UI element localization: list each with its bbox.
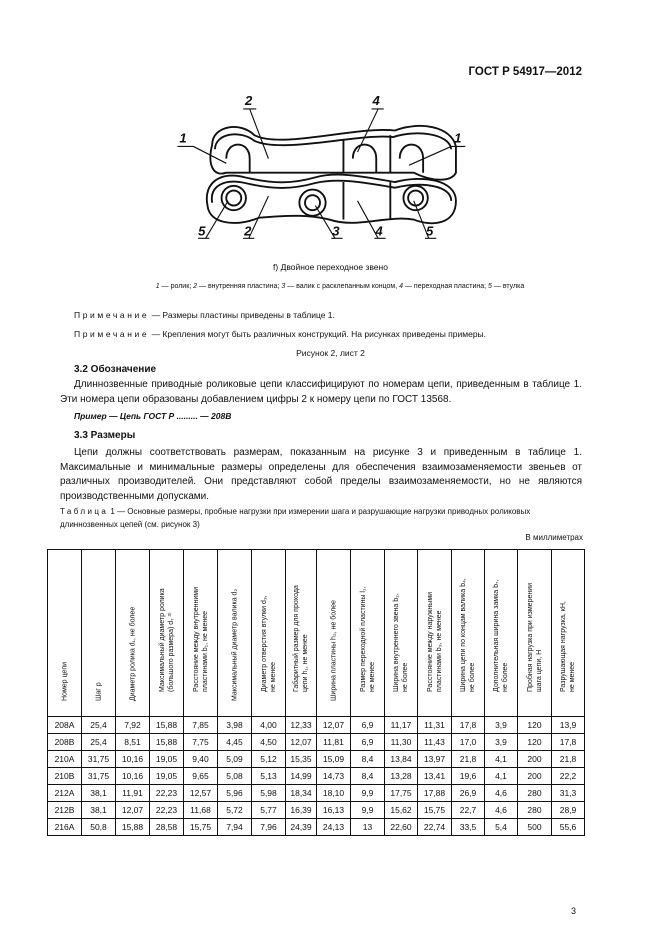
table-cell: 18,34 [286,785,317,802]
figure-caption: Рисунок 2, лист 2 [296,348,365,358]
table-cell: 8,4 [351,768,385,785]
table-cell: 21,8 [552,751,585,768]
table-cell: 13,41 [418,768,452,785]
table-cell: 15,09 [317,751,351,768]
table-cell: 120 [518,717,552,734]
table-cell: 11,91 [116,785,150,802]
table-cell: 7,75 [184,734,218,751]
table-cell: 22,60 [385,819,418,836]
callout-3: 3 [332,223,340,239]
table-cell: 500 [518,819,552,836]
table-cell: 50,8 [82,819,116,836]
table-row [48,751,585,768]
designation-example: Пример — Цепь ГОСТ Р ......... — 208B [74,411,232,421]
table-cell: 17,75 [385,785,418,802]
callout-5-left: 5 [198,223,206,239]
table-cell: 14,99 [286,768,317,785]
figure-legend: 1 — ролик; 2 — внутренняя пластина; 3 — валик с расклепанным концом, 4 — переходная пластина; 5 — втулка [155,283,525,290]
callout-5-right: 5 [425,223,434,239]
table-cell: 4,6 [485,802,518,819]
table-cell: 4,00 [252,717,286,734]
table-cell: 4,50 [252,734,286,751]
table-row [48,785,585,802]
table-cell: 3,9 [485,734,518,751]
table-row [48,802,585,819]
table-cell: 9,40 [184,751,218,768]
table-cell: 16,39 [286,802,317,819]
table-cell: 22,2 [552,768,585,785]
column-header: Ширина цепи по концам валика b₄, не более [452,550,485,717]
table-cell: 5,96 [218,785,252,802]
table-cell: 3,98 [218,717,252,734]
chain-number-cell: 210A [48,751,82,768]
table-cell: 12,07 [116,802,150,819]
callout-4-bottom: 4 [375,223,383,239]
column-header: Расстояние между наружными пластинами b₃, не менее [418,550,452,717]
table-cell: 33,5 [452,819,485,836]
column-header: Диаметр отверстия втулки d₃, не менее [252,550,286,717]
table-cell: 11,43 [418,734,452,751]
table-cell: 28,58 [150,819,184,836]
table-cell: 24,13 [317,819,351,836]
column-header: Шаг p [82,550,116,717]
table-cell: 11,81 [317,734,351,751]
table-header-row [48,550,585,717]
table-cell: 15,35 [286,751,317,768]
table-cell: 17,88 [418,785,452,802]
column-header: Максимальный диаметр валика d₂ [218,550,252,717]
table-cell: 31,75 [82,768,116,785]
callout-2-bottom: 2 [244,223,252,239]
table-units: В миллиметрах [525,533,583,542]
table-cell: 5,98 [252,785,286,802]
table-cell: 4,1 [485,751,518,768]
table-row [48,819,585,836]
chain-number-cell: 208A [48,717,82,734]
table-cell: 7,96 [252,819,286,836]
table-cell: 12,33 [286,717,317,734]
callout-1-left: 1 [179,130,187,146]
column-header: Габаритный размер для прохода цепи h₁, не менее [286,550,317,717]
table-cell: 13 [351,819,385,836]
table-cell: 5,08 [218,768,252,785]
section-3-3-title: 3.3 Размеры [74,430,136,441]
callout-4-top: 4 [372,93,380,109]
note-2: Примечание — Крепления могут быть различных конструкций. На рисунках приведены примеры. [74,329,487,339]
table-cell: 17,0 [452,734,485,751]
chain-number-cell: 210B [48,768,82,785]
table-cell: 18,10 [317,785,351,802]
table-cell: 5,77 [252,802,286,819]
table-cell: 5,72 [218,802,252,819]
table-cell: 31,3 [552,785,585,802]
table-cell: 9,9 [351,785,385,802]
table-cell: 7,85 [184,717,218,734]
table-cell: 8,4 [351,751,385,768]
table-cell: 6,9 [351,717,385,734]
table-cell: 7,92 [116,717,150,734]
chain-number-cell: 212B [48,802,82,819]
table-cell: 15,75 [418,802,452,819]
table-cell: 11,17 [385,717,418,734]
table-row [48,717,585,734]
table-cell: 12,57 [184,785,218,802]
table-cell: 15,88 [150,734,184,751]
table-cell: 10,16 [116,768,150,785]
table-cell: 38,1 [82,785,116,802]
note-1: Примечание — Размеры пластины приведены в таблице 1. [74,310,335,320]
table-cell: 5,12 [252,751,286,768]
column-header: Максимальный диаметр ролика (большого размера) d₇ ³⁾ [150,550,184,717]
table-cell: 200 [518,751,552,768]
table-cell: 19,05 [150,751,184,768]
table-cell: 21,8 [452,751,485,768]
table-cell: 11,31 [418,717,452,734]
table-cell: 120 [518,734,552,751]
table-cell: 15,75 [184,819,218,836]
table-cell: 9,9 [351,802,385,819]
table-cell: 13,28 [385,768,418,785]
table-cell: 200 [518,768,552,785]
table-cell: 22,23 [150,785,184,802]
section-3-3-paragraph: Цепи должны соответствовать размерам, показанным на рисунке 3 и приведенным в таблице 1. Максимальные и минимальные размеры определены для обеспечения взаимозаменяемости звеньев от различных производителей. Они представляют собой пределы взаимозаменяемости, но не являются производственными допусками. [60,447,582,502]
table-cell: 19,05 [150,768,184,785]
table-cell: 15,62 [385,802,418,819]
table-row [48,734,585,751]
table-cell: 19,6 [452,768,485,785]
table-cell: 12,07 [286,734,317,751]
column-header: Разрушающая нагрузка, кН, не менее [552,550,585,717]
double-transition-link-drawing [170,88,470,248]
page-number: 3 [570,906,576,916]
table-cell: 13,9 [552,717,585,734]
column-header: Ширина внутреннего звена b₂, не более [385,550,418,717]
table-cell: 5,13 [252,768,286,785]
table-cell: 11,30 [385,734,418,751]
table-cell: 13,84 [385,751,418,768]
table-cell: 8,51 [116,734,150,751]
table-cell: 13,97 [418,751,452,768]
standard-number: ГОСТ Р 54917—2012 [468,66,582,78]
table-cell: 55,6 [552,819,585,836]
column-header: Пробная нагрузка при измерении шага цепи, Н [518,550,552,717]
table-cell: 6,9 [351,734,385,751]
table-cell: 280 [518,785,552,802]
table-cell: 7,94 [218,819,252,836]
chain-number-cell: 212A [48,785,82,802]
column-header: Размер переходной пластины l₁, не менее [351,550,385,717]
table-cell: 5,4 [485,819,518,836]
table-cell: 26,9 [452,785,485,802]
column-header: Номер цепи [48,550,82,717]
table-caption: Таблица 1 — Основные размеры, пробные нагрузки при измерении шага и разрушающие нагрузки приводных роликовых длиннозвенных цепей (см. рисунок 3) [60,507,531,529]
table-cell: 22,23 [150,802,184,819]
table-cell: 38,1 [82,802,116,819]
column-header: Ширина пластины h₂, не более [317,550,351,717]
table-row [48,768,585,785]
column-header: Дополнительная ширина замка b₇, не более [485,550,518,717]
table-cell: 9,65 [184,768,218,785]
table-cell: 17,8 [452,717,485,734]
table-cell: 280 [518,802,552,819]
table-cell: 17,8 [552,734,585,751]
callout-1-right: 1 [454,130,462,146]
table-cell: 15,88 [150,717,184,734]
table-cell: 10,16 [116,751,150,768]
table-cell: 25,4 [82,734,116,751]
column-header: Расстояние между внутренними пластинами b₁, не менее [184,550,218,717]
table-cell: 25,4 [82,717,116,734]
table-cell: 11,68 [184,802,218,819]
table-cell: 12,07 [317,717,351,734]
table-cell: 4,45 [218,734,252,751]
chain-number-cell: 216A [48,819,82,836]
section-3-2-title: 3.2 Обозначение [74,364,157,375]
table-cell: 5,09 [218,751,252,768]
table-cell: 22,7 [452,802,485,819]
table-cell: 22,74 [418,819,452,836]
table-cell: 3,9 [485,717,518,734]
figure-subcaption: f) Двойное переходное звено [273,262,388,272]
table-cell: 31,75 [82,751,116,768]
column-header: Диаметр ролика d₁, не более [116,550,150,717]
table-cell: 24,39 [286,819,317,836]
chain-dimensions-table [47,549,585,836]
table-cell: 28,9 [552,802,585,819]
callout-2-top: 2 [245,93,253,109]
table-cell: 4,1 [485,768,518,785]
table-cell: 15,88 [116,819,150,836]
table-cell: 14,73 [317,768,351,785]
section-3-2-paragraph: Длиннозвенные приводные роликовые цепи классифицируют по номерам цепи, приведенным в таблице 1. Эти номера цепи образованы добавлением цифры 2 к номеру цепи по ГОСТ 13568. [60,379,582,405]
table-cell: 4,6 [485,785,518,802]
table-cell: 16,13 [317,802,351,819]
chain-number-cell: 208B [48,734,82,751]
